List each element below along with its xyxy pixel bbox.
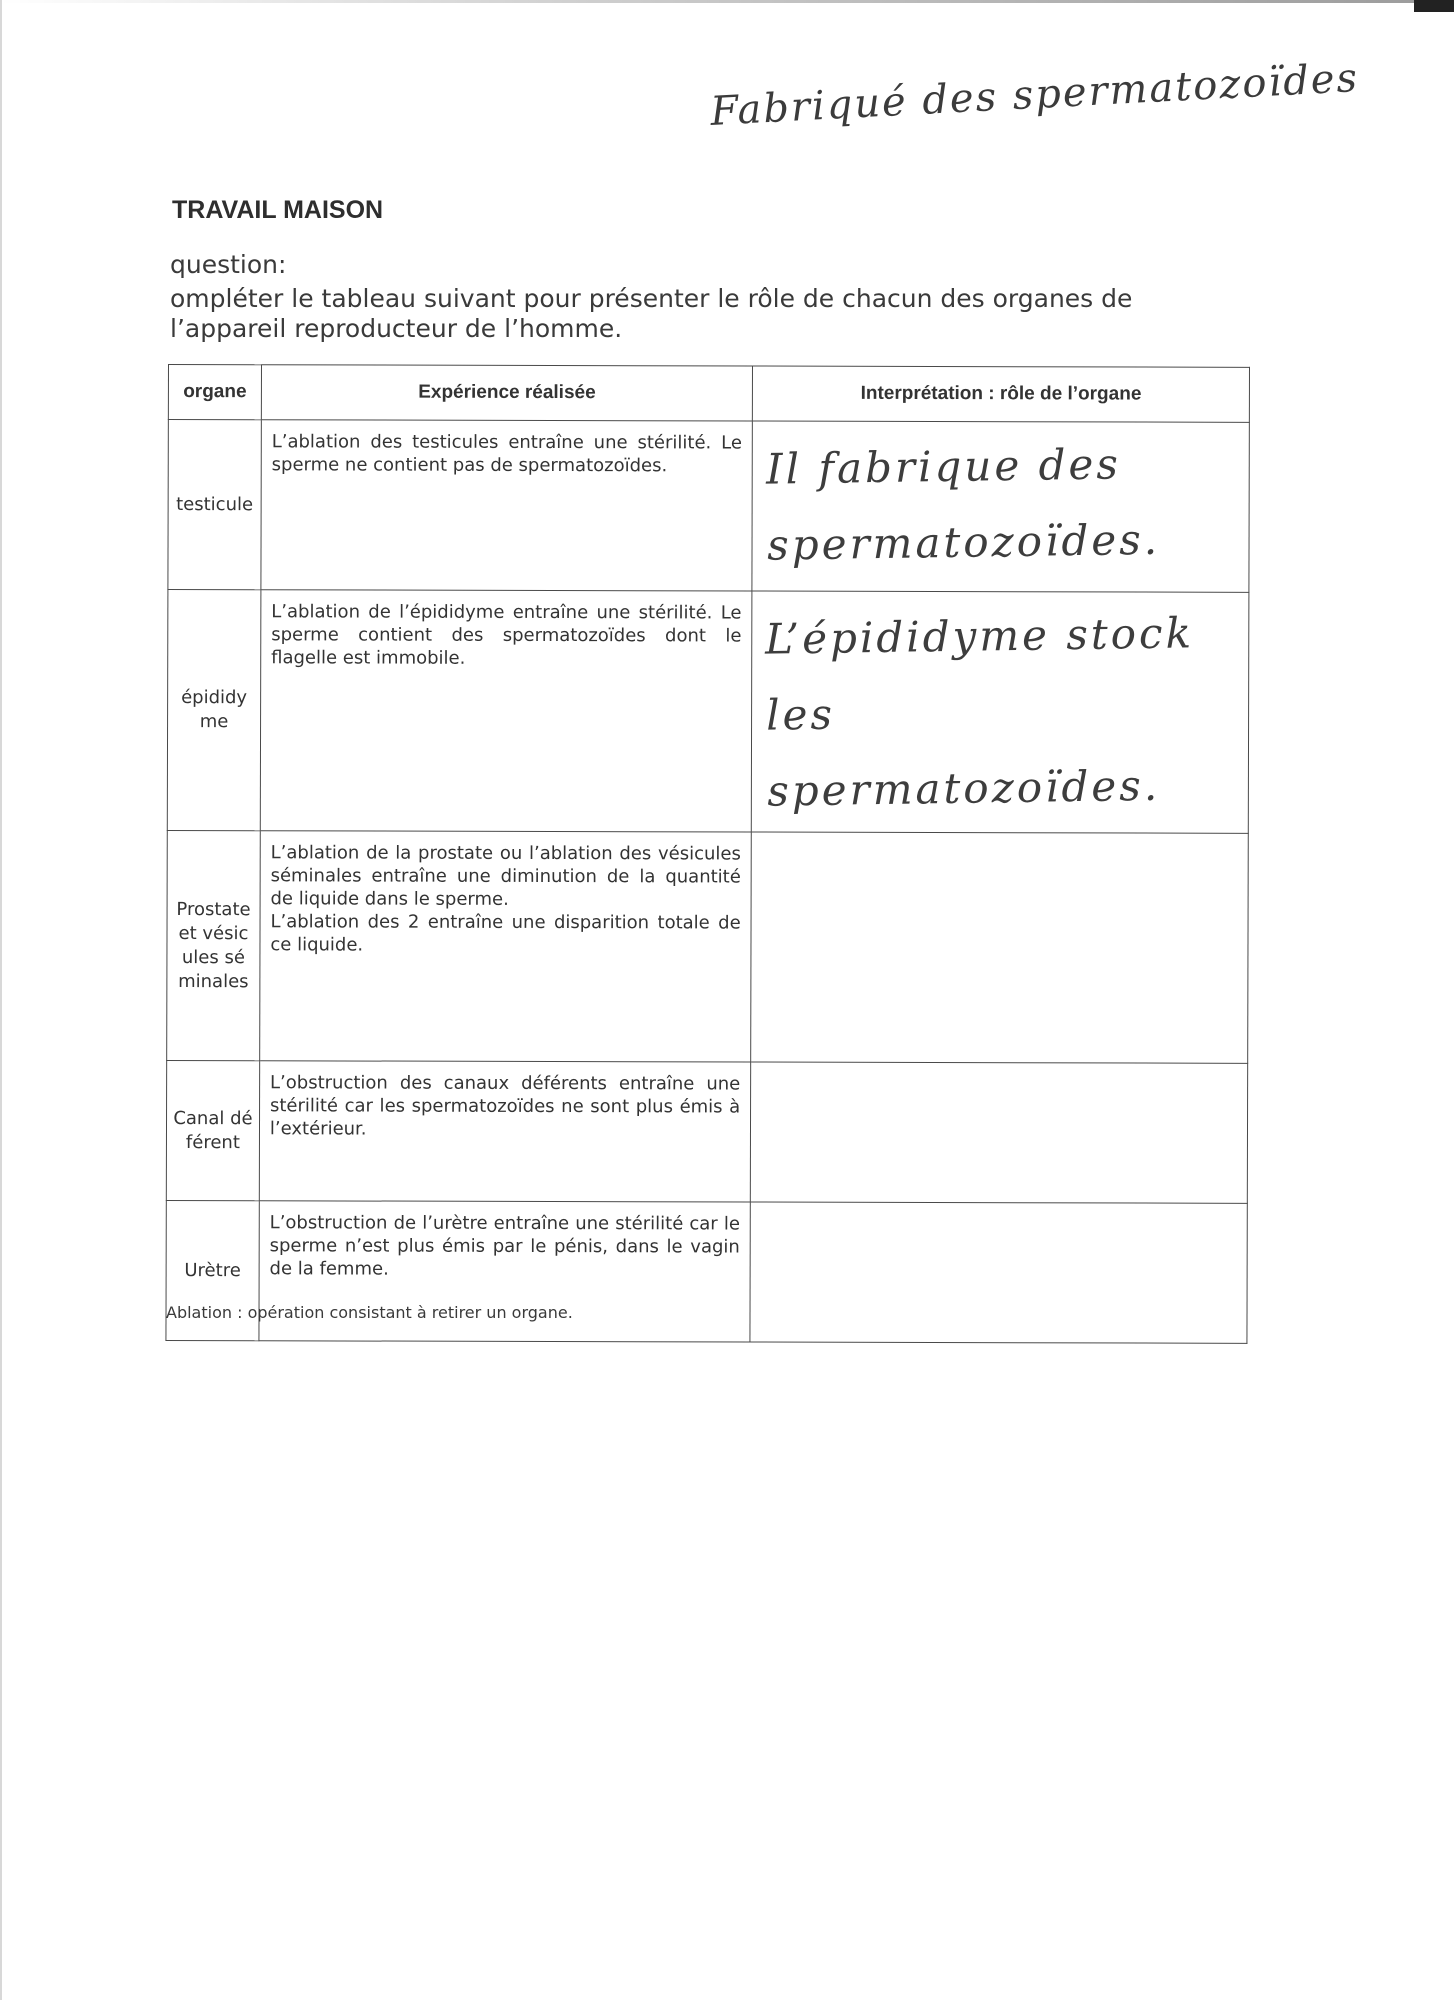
question-label: question:: [170, 250, 287, 279]
organ-cell: testicule: [168, 420, 261, 590]
experience-cell: L’ablation des testicules entraîne une stérilité. Le sperme ne contient pas de spermatozoïdes.: [261, 420, 753, 591]
handwritten-answer: L’épididyme stock les spermatozoïdes.: [764, 608, 1195, 816]
experience-cell: L’obstruction de l’urètre entraîne une stérilité car le sperme n’est plus émis par le pénis, dans le vagin de la femme.: [259, 1201, 751, 1342]
table-row: [167, 830, 1249, 1063]
experience-cell: L’ablation de la prostate ou l’ablation des vésicules séminales entraîne une diminution de la quantité de liquide dans le sperme. L’ablation des 2 entraîne une disparition totale de ce liquide.: [260, 831, 752, 1062]
interpretation-cell: [752, 421, 1249, 592]
interpretation-cell: [751, 591, 1248, 833]
table-header-row: [168, 365, 1249, 423]
experience-cell: L’ablation de l’épididyme entraîne une stérilité. Le sperme contient des spermatozoïdes dont le flagelle est immobile.: [260, 590, 752, 832]
handwritten-answer: Il fabrique des spermatozoïdes.: [765, 439, 1161, 570]
organ-cell: Urètre: [166, 1200, 259, 1340]
table-row: [166, 1060, 1247, 1203]
experience-cell: L’obstruction des canaux déférents entraîne une stérilité car les spermatozoïdes ne sont plus émis à l’extérieur.: [259, 1061, 751, 1202]
scan-corner-mark: [1414, 0, 1454, 12]
question-text: ompléter le tableau suivant pour présenter le rôle de chacun des organes de l’appareil reproducteur de l’homme.: [170, 284, 1133, 343]
interpretation-cell: [751, 832, 1248, 1063]
scan-top-edge: [0, 0, 1454, 3]
footnote: Ablation : opération consistant à retirer un organe.: [166, 1303, 573, 1322]
page-title: TRAVAIL MAISON: [172, 196, 384, 224]
table-row: [167, 590, 1249, 834]
organ-cell: Canal déférent: [166, 1060, 259, 1200]
interpretation-cell: [750, 1202, 1247, 1343]
header-organe: organe: [168, 365, 261, 420]
organ-cell: épididyme: [167, 590, 261, 831]
handwritten-title: Fabriqué des spermatozoïdes: [709, 55, 1361, 135]
organ-cell: Prostate et vésicules séminales: [167, 830, 261, 1060]
organ-table: [165, 364, 1250, 1344]
interpretation-cell: [750, 1062, 1247, 1203]
table-row: [168, 420, 1249, 593]
header-experience: Expérience réalisée: [261, 365, 752, 421]
scan-left-edge: [0, 0, 2, 2000]
header-interpretation: Interprétation : rôle de l’organe: [753, 366, 1250, 422]
